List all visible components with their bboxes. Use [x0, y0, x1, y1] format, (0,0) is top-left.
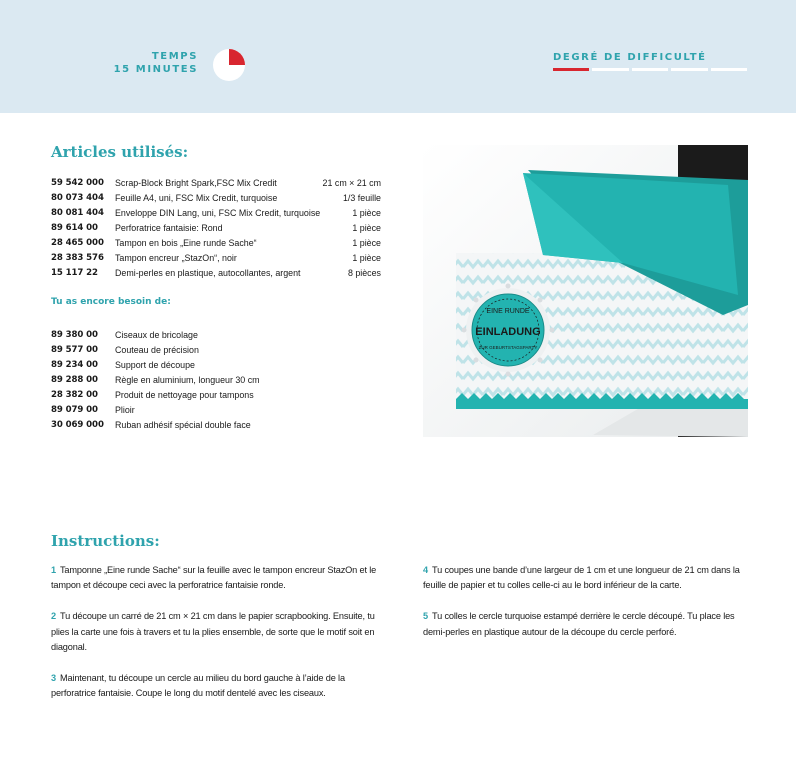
- step-text: Tu découpe un carré de 21 cm × 21 cm dans le papier scrapbooking. Ensuite, tu plies la carte une fois à travers et tu la plies ensemble, de sorte que le motif soit en diagonal.: [51, 611, 375, 652]
- needed-desc: Plioir: [115, 404, 135, 415]
- step-number: 2: [51, 611, 56, 622]
- article-row: [51, 265, 381, 280]
- instruction-step: [423, 609, 753, 639]
- instruction-step: [51, 609, 381, 655]
- needed-row: [51, 417, 381, 432]
- article-qty: 1 pièce: [352, 207, 381, 218]
- step-number: 5: [423, 611, 428, 622]
- difficulty-label: DEGRÉ DE DIFFICULTÉ: [553, 52, 707, 63]
- difficulty-bar: [711, 68, 747, 71]
- article-code: 80 081 404: [51, 207, 104, 218]
- stamp-main-text: EINLADUNG: [475, 326, 541, 338]
- needed-desc: Ruban adhésif spécial double face: [115, 419, 251, 430]
- article-qty: 8 pièces: [347, 267, 381, 278]
- article-desc: Perforatrice fantaisie: Rond: [115, 222, 223, 233]
- needed-row: [51, 327, 381, 342]
- step-text: Tamponne „Eine runde Sache“ sur la feuille avec le tampon encreur StazOn et le tampon et découpe ceci avec la perforatrice fantaisie ronde.: [51, 565, 377, 591]
- needed-desc: Support de découpe: [115, 359, 195, 370]
- difficulty-bar: [592, 68, 628, 71]
- difficulty-block: [553, 51, 747, 71]
- difficulty-meter: [553, 68, 747, 71]
- clock-pie-icon: [212, 48, 246, 82]
- needed-row: [51, 342, 381, 357]
- needed-row: [51, 402, 381, 417]
- instructions-right-column: [423, 563, 753, 656]
- needed-code: 28 382 00: [51, 389, 98, 400]
- needed-code: 89 577 00: [51, 344, 98, 355]
- step-number: 3: [51, 673, 56, 684]
- needed-desc: Produit de nettoyage pour tampons: [115, 389, 254, 400]
- article-desc: Tampon en bois „Eine runde Sache“: [115, 237, 257, 248]
- needed-desc: Ciseaux de bricolage: [115, 329, 198, 340]
- instructions-title: Instructions:: [51, 532, 160, 550]
- time-block: [100, 50, 198, 76]
- step-text: Tu coupes une bande d’une largeur de 1 cm et une longueur de 21 cm dans la feuille de papier et tu colles celle-ci au le bord inférieur de la carte.: [423, 565, 740, 591]
- article-row: [51, 205, 381, 220]
- instructions-left-column: [51, 563, 381, 717]
- needed-row: [51, 357, 381, 372]
- difficulty-bar: [671, 68, 707, 71]
- article-row: [51, 175, 381, 190]
- article-qty: 1 pièce: [352, 222, 381, 233]
- needed-code: 89 288 00: [51, 374, 98, 385]
- article-desc: Feuille A4, uni, FSC Mix Credit, turquoise: [115, 192, 278, 203]
- step-text: Maintenant, tu découpe un cercle au milieu du bord gauche à l’aide de la perforatrice fantaisie. Coupe le long du motif dentelé avec les ciseaux.: [51, 673, 345, 699]
- article-desc: Tampon encreur „StazOn“, noir: [115, 252, 237, 263]
- articles-title: Articles utilisés:: [51, 143, 189, 161]
- needed-list: [51, 327, 381, 432]
- instruction-step: [51, 563, 381, 593]
- step-text: Tu colles le cercle turquoise estampé derrière le cercle découpé. Tu place les demi-perles en plastique autour de la découpe du cercle perforé.: [423, 611, 735, 637]
- article-desc: Scrap-Block Bright Spark,FSC Mix Credit: [115, 177, 277, 188]
- stamp-top-text: EINE RUNDE: [486, 308, 530, 315]
- product-photo: [423, 145, 748, 437]
- needed-row: [51, 372, 381, 387]
- time-label: TEMPS: [151, 51, 198, 62]
- article-code: 28 465 000: [51, 237, 104, 248]
- article-row: [51, 235, 381, 250]
- article-code: 59 542 000: [51, 177, 104, 188]
- articles-list: [51, 175, 381, 280]
- article-row: [51, 220, 381, 235]
- article-code: 89 614 00: [51, 222, 98, 233]
- needed-row: [51, 387, 381, 402]
- time-value: 15 MINUTES: [113, 64, 198, 75]
- article-desc: Enveloppe DIN Lang, uni, FSC Mix Credit, turquoise: [115, 207, 321, 218]
- step-number: 1: [51, 565, 56, 575]
- needed-desc: Couteau de précision: [115, 344, 199, 355]
- article-qty: 1/3 feuille: [343, 192, 381, 203]
- article-code: 80 073 404: [51, 192, 104, 203]
- needed-code: 30 069 000: [51, 419, 104, 430]
- needed-code: 89 380 00: [51, 329, 98, 340]
- step-number: 4: [423, 565, 428, 575]
- article-desc: Demi-perles en plastique, autocollantes, argent: [115, 267, 301, 278]
- needed-code: 89 234 00: [51, 359, 98, 370]
- article-row: [51, 190, 381, 205]
- needed-title: Tu as encore besoin de:: [51, 297, 171, 307]
- article-code: 28 383 576: [51, 252, 104, 263]
- instruction-step: [423, 563, 753, 593]
- article-qty: 1 pièce: [352, 252, 381, 263]
- article-qty: 21 cm × 21 cm: [322, 177, 381, 188]
- needed-code: 89 079 00: [51, 404, 98, 415]
- article-qty: 1 pièce: [352, 237, 381, 248]
- stamp-bottom-text: ZUR GEBURTSTAGSPARTY: [478, 345, 538, 350]
- difficulty-bar: [553, 68, 589, 71]
- article-code: 15 117 22: [51, 267, 98, 278]
- instruction-step: [51, 671, 381, 701]
- article-row: [51, 250, 381, 265]
- difficulty-bar: [632, 68, 668, 71]
- needed-desc: Règle en aluminium, longueur 30 cm: [115, 374, 260, 385]
